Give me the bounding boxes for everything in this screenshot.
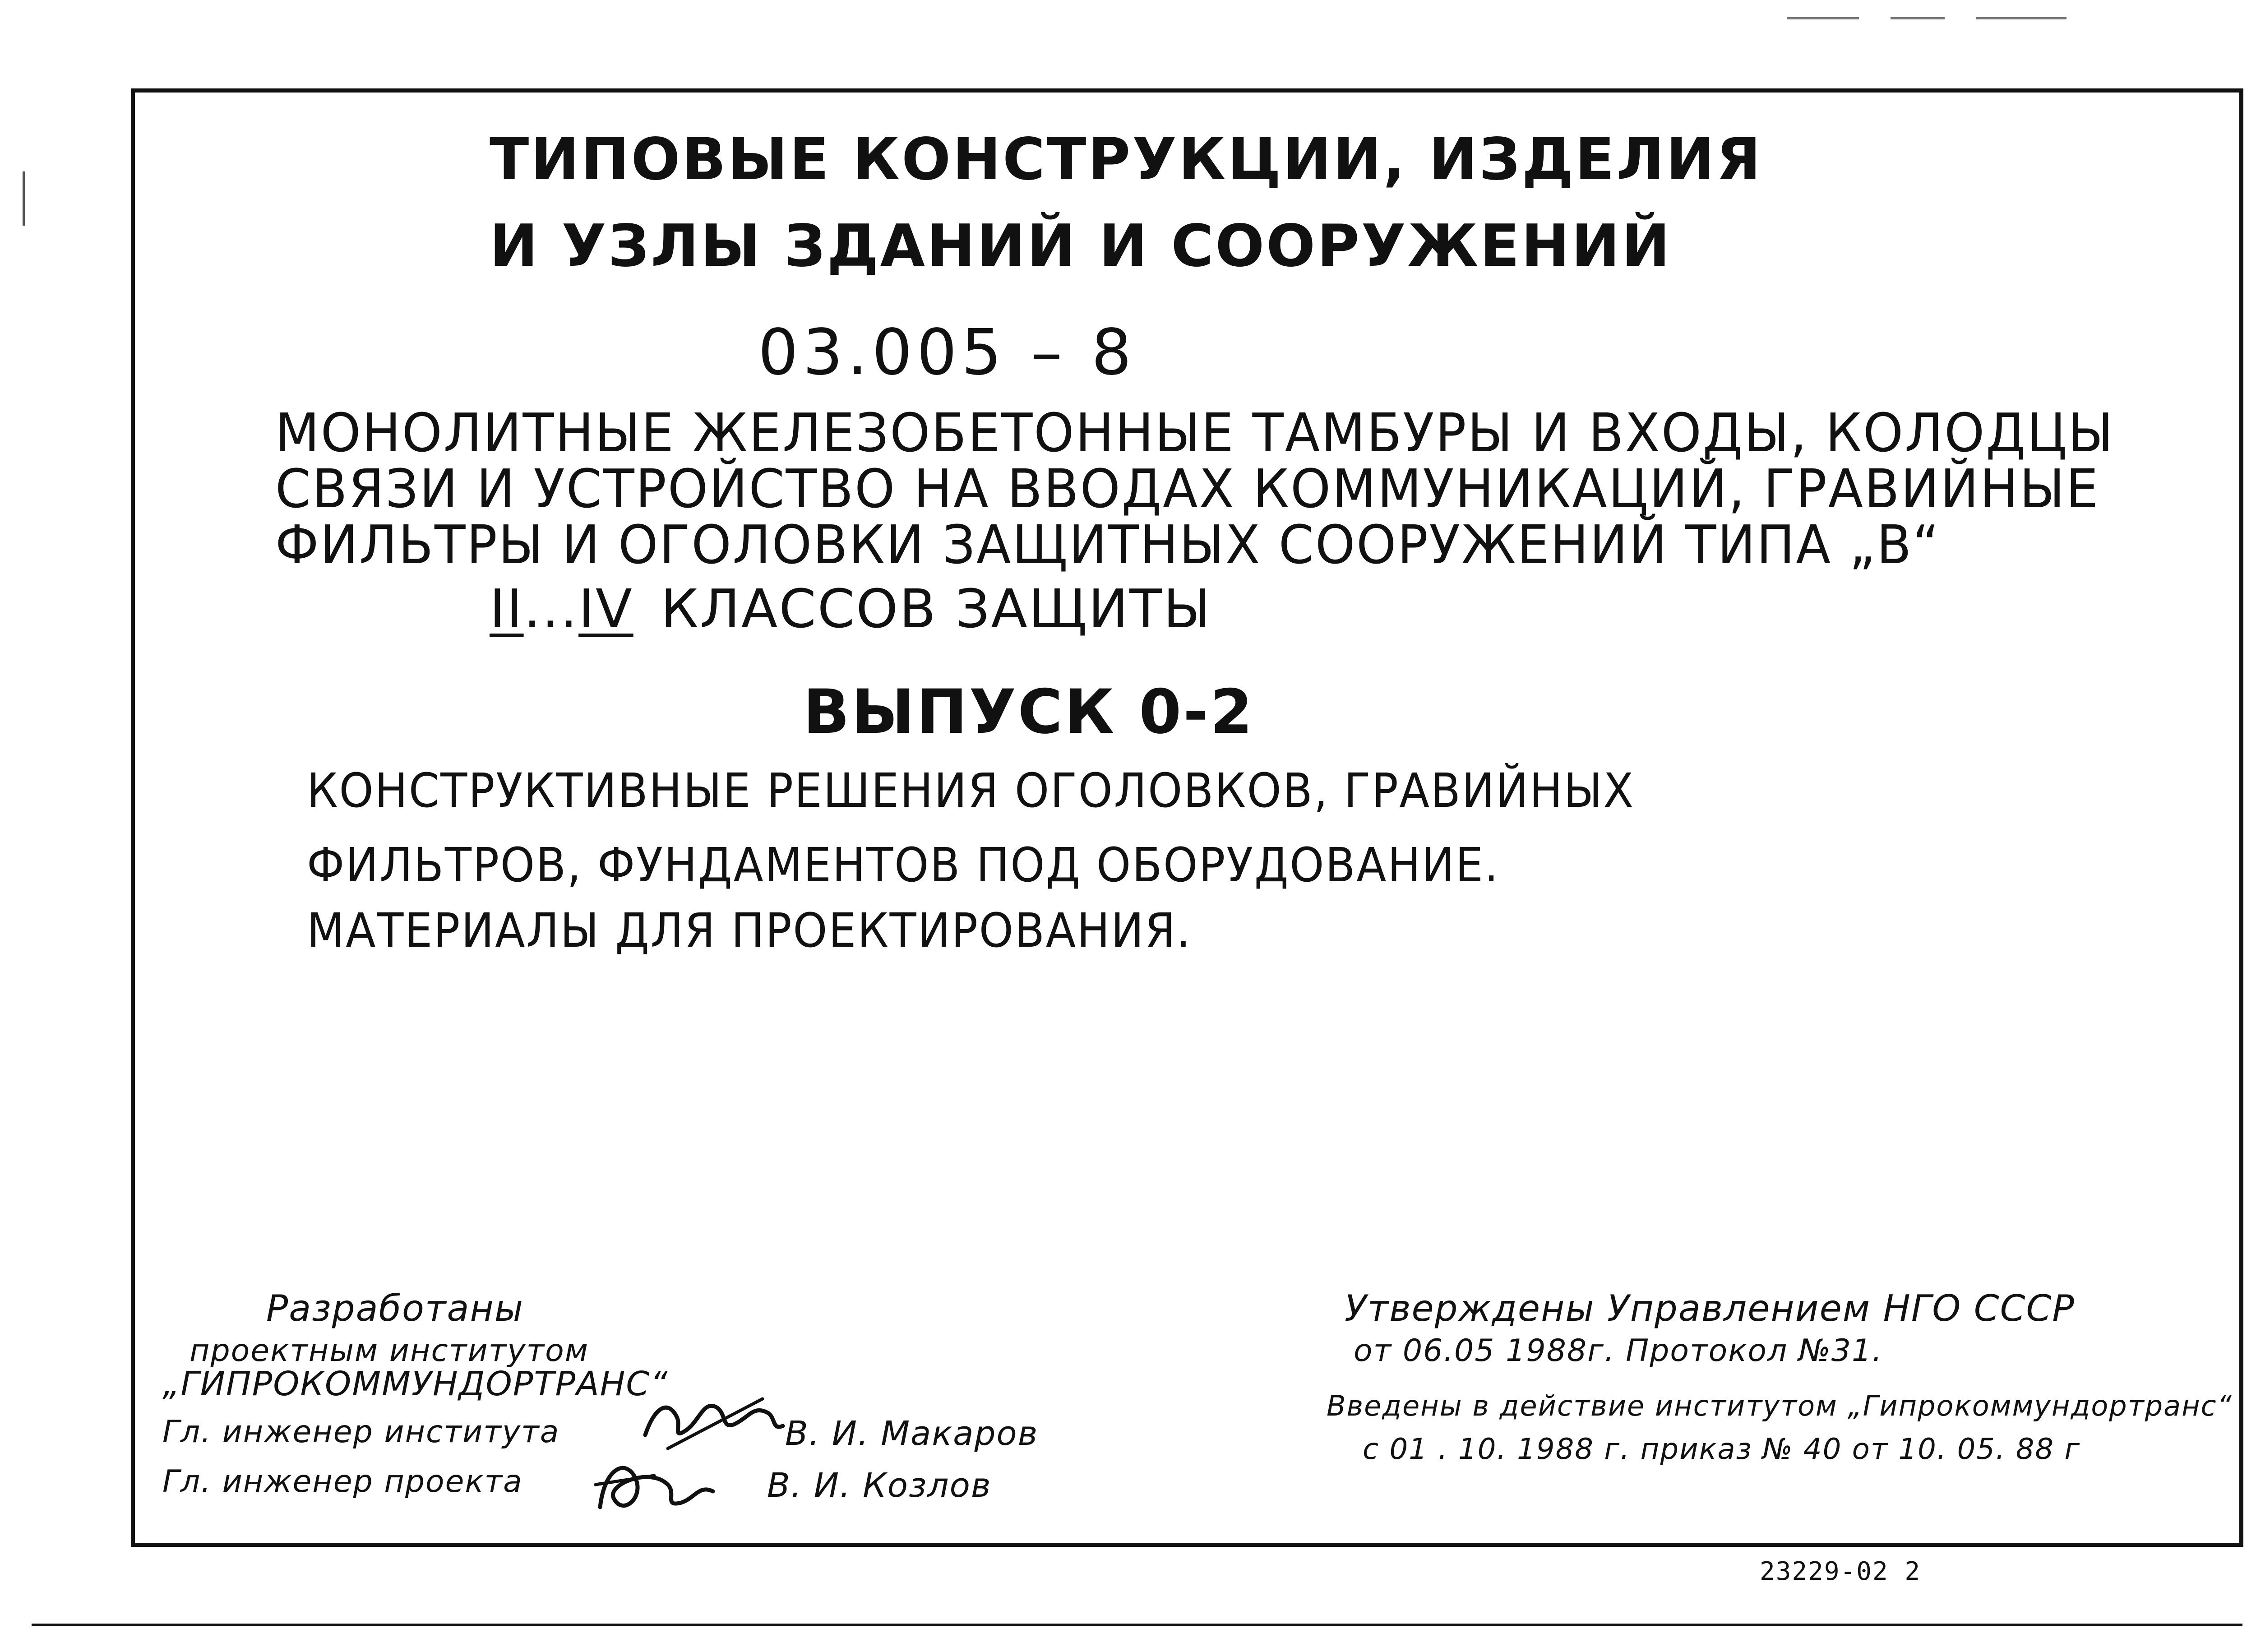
developer-line-3: „ГИПРОКОММУНДОРТРАНС“ <box>162 1365 669 1403</box>
developer-line-1: Разработаны <box>266 1287 524 1329</box>
top-scan-mark <box>1787 17 1859 19</box>
approval-line-1: Утверждены Управлением НГО СССР <box>1345 1287 2075 1329</box>
signature-project-engineer <box>587 1439 722 1530</box>
series-title-line-1: МОНОЛИТНЫЕ ЖЕЛЕЗОБЕТОННЫЕ ТАМБУРЫ И ВХОДЫ, КОЛОДЦЫ <box>275 402 2115 464</box>
class-range-label: КЛАССОВ ЗАЩИТЫ <box>661 578 1212 640</box>
header-line-2: И УЗЛЫ ЗДАНИЙ И СООРУЖЕНИЙ <box>490 213 1672 280</box>
class-range-end: IV <box>578 578 633 640</box>
header-line-1: ТИПОВЫЕ КОНСТРУКЦИИ, ИЗДЕЛИЯ <box>490 126 1763 193</box>
class-range-start: II <box>490 578 524 640</box>
developer-line-2: проектным институтом <box>190 1333 589 1369</box>
series-title-line-3: ФИЛЬТРЫ И ОГОЛОВКИ ЗАЩИТНЫХ СООРУЖЕНИЙ ТИПА „В“ <box>275 514 1940 576</box>
issue-description-line-1: КОНСТРУКТИВНЫЕ РЕШЕНИЯ ОГОЛОВКОВ, ГРАВИЙНЫХ <box>307 763 1635 818</box>
approval-line-3: Введены в действие институтом „Гипрокоммундортранс“ <box>1327 1389 2233 1422</box>
approval-line-2: от 06.05 1988г. Протокол №31. <box>1354 1333 1883 1369</box>
series-code: 03.005 – 8 <box>758 316 1136 389</box>
left-edge-mark <box>23 171 25 226</box>
bottom-trim-line <box>32 1624 2242 1626</box>
project-engineer-label: Гл. инженер проекта <box>162 1464 523 1499</box>
issue-number: ВЫПУСК 0-2 <box>803 676 1255 747</box>
series-title-line-2: СВЯЗИ И УСТРОЙСТВО НА ВВОДАХ КОММУНИКАЦИЙ, ГРАВИЙНЫЕ <box>275 458 2100 520</box>
chief-engineer-name: В. И. Макаров <box>785 1414 1039 1453</box>
approval-line-4: с 01 . 10. 1988 г. приказ № 40 от 10. 05. 88 г <box>1363 1433 2081 1466</box>
project-engineer-name: В. И. Козлов <box>767 1466 992 1505</box>
top-scan-mark <box>1891 17 1945 19</box>
series-title-line-4 <box>490 578 1212 640</box>
class-range-separator: ... <box>523 578 579 640</box>
issue-description-line-3: МАТЕРИАЛЫ ДЛЯ ПРОЕКТИРОВАНИЯ. <box>307 903 1192 958</box>
sheet-id: 23229-02 2 <box>1760 1557 1921 1586</box>
top-scan-mark <box>1976 17 2066 19</box>
issue-description-line-2: ФИЛЬТРОВ, ФУНДАМЕНТОВ ПОД ОБОРУДОВАНИЕ. <box>307 838 1500 893</box>
chief-engineer-label: Гл. инженер института <box>162 1414 560 1450</box>
